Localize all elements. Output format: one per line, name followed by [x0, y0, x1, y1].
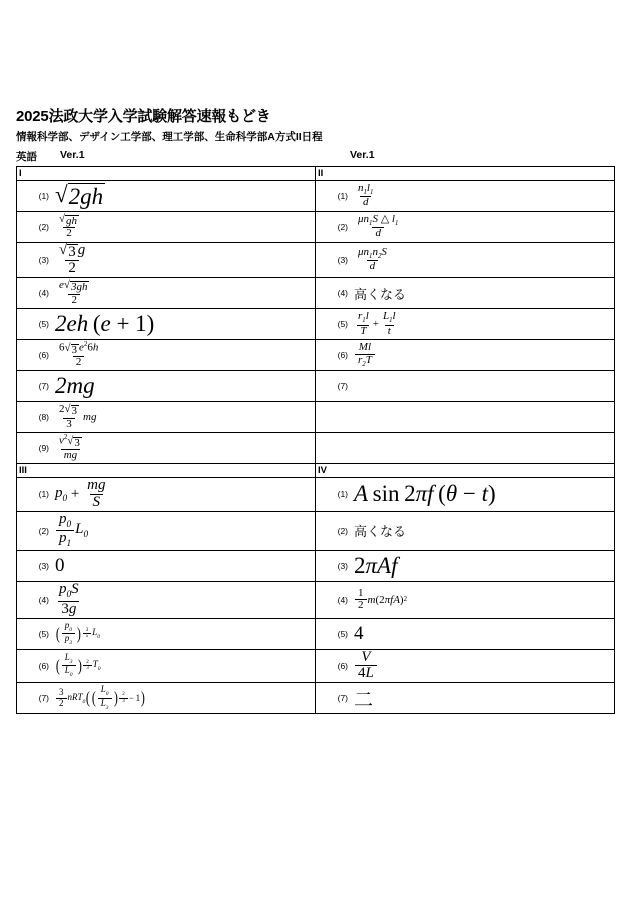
- answer-content: $\frac{\mu n_1S \triangle l_1}{d}$: [358, 212, 399, 240]
- row-number: (2): [38, 525, 49, 536]
- answer-cell-II-2: [316, 211, 615, 242]
- table-row: [17, 582, 615, 619]
- answer-cell-IV-2: [316, 511, 615, 551]
- answer-cell-I-5: [17, 309, 316, 340]
- answer-content: ( $\frac{p_0}{p_3}$ ) $\frac{3}{5}$ $L_0$: [55, 619, 101, 646]
- answer-cell-I-2: [17, 211, 316, 242]
- table-row: [17, 511, 615, 551]
- answer-cell-II-blank-2: [316, 433, 615, 464]
- answer-content: $p_0$ + $\frac{mg}{S}$: [55, 477, 106, 510]
- row-number: (7): [337, 381, 348, 392]
- row-number: (8): [38, 412, 49, 423]
- row-number: (1): [337, 489, 348, 500]
- answer-content: $\frac{\mu n_1n_2S}{d}$: [358, 245, 387, 273]
- answer-content: $\frac{V}{4L}$: [354, 650, 614, 683]
- answer-content: √ gh 2: [59, 212, 78, 240]
- answer-cell-IV-4: [316, 582, 615, 619]
- answer-cell-I-7: [17, 371, 316, 402]
- row-number: (5): [337, 628, 348, 639]
- meta-row: [16, 149, 614, 164]
- row-number: (1): [337, 190, 348, 201]
- section-heading-1: I: [17, 166, 316, 180]
- answer-content: √ 3 g 2: [59, 241, 86, 277]
- table-row: [17, 211, 615, 242]
- row-number: (3): [337, 561, 348, 572]
- answer-cell-IV-5: [316, 618, 615, 649]
- answer-table-lower: [16, 463, 615, 714]
- answer-cell-III-5: [17, 618, 316, 649]
- row-number: (3): [38, 254, 49, 265]
- answer-cell-II-7: [316, 371, 615, 402]
- table-row: [17, 618, 615, 649]
- table-row: [17, 683, 615, 714]
- answer-cell-III-7: [17, 683, 316, 714]
- table-row: [17, 180, 615, 211]
- version-left: Ver.1: [60, 148, 85, 161]
- page-title: 2025法政大学入学試験解答速報もどき: [16, 108, 271, 125]
- answer-table-upper: [16, 166, 615, 465]
- answer-content: e √ 3gh 2: [59, 279, 88, 306]
- answer-cell-III-3: [17, 551, 316, 582]
- answer-cell-II-4: [316, 278, 615, 309]
- answer-content: √ 2gh: [55, 181, 104, 209]
- answer-cell-I-6: [17, 340, 316, 371]
- answer-cell-III-1: [17, 478, 316, 512]
- answer-content: 2mg: [55, 373, 95, 399]
- answer-cell-III-6: [17, 649, 316, 683]
- row-number: (3): [337, 254, 348, 265]
- table-row: [17, 371, 615, 402]
- page-subtitle: 情報科学部、デザイン工学部、理工学部、生命科学部A方式II日程: [16, 131, 323, 143]
- answer-content: 2 √ 3 3 mg: [59, 403, 97, 430]
- answer-content: 高くなる: [354, 524, 407, 540]
- row-number: (4): [38, 288, 49, 299]
- table-row: [17, 433, 615, 464]
- row-number: (9): [38, 443, 49, 454]
- row-number: (3): [38, 561, 49, 572]
- section-heading-2: II: [316, 166, 615, 180]
- section-heading-3: III: [17, 464, 316, 478]
- answer-content: 4: [354, 622, 364, 644]
- answer-cell-I-8: [17, 402, 316, 433]
- row-number: (5): [38, 628, 49, 639]
- answer-cell-II-1: [316, 180, 615, 211]
- row-number: (6): [337, 660, 348, 671]
- answer-sheet-page: [16, 108, 614, 714]
- row-number: (6): [38, 660, 49, 671]
- answer-cell-IV-1: [316, 478, 615, 512]
- table-row: [17, 309, 615, 340]
- answer-content: 0: [55, 555, 65, 577]
- answer-content: 2eh ( e + 1): [55, 311, 155, 337]
- answer-content: 二: [354, 689, 374, 711]
- answer-cell-III-4: [17, 582, 316, 619]
- table-row: [17, 402, 615, 433]
- table-row: [17, 551, 615, 582]
- row-number: (7): [38, 381, 49, 392]
- answer-content: 高くなる: [354, 286, 407, 302]
- section-heading-4: IV: [316, 464, 615, 478]
- table-row: [17, 278, 615, 309]
- row-number: (4): [38, 594, 49, 605]
- answer-cell-II-blank-1: [316, 402, 615, 433]
- answer-content: 6 √ 3 $e^26h$ 2: [59, 341, 99, 369]
- answer-content: $\frac{Ml}{r_2T}$: [354, 342, 614, 368]
- answer-content: $v^2$ √ 3 mg: [59, 434, 80, 462]
- row-number: (7): [337, 693, 348, 704]
- row-number: (2): [337, 525, 348, 536]
- answer-content: $\frac{3}{2}$ nRT$_0$ ( ( $\frac{L_0}{L_3}$ ) $\frac{2}{3}$ − 1 ): [55, 685, 315, 711]
- table-row: [17, 242, 615, 278]
- version-right: Ver.1: [350, 148, 375, 161]
- answer-cell-I-9: [17, 433, 316, 464]
- answer-cell-II-5: [316, 309, 615, 340]
- row-number: (4): [337, 594, 348, 605]
- row-number: (6): [38, 350, 49, 361]
- answer-cell-II-6: [316, 340, 615, 371]
- answer-content: $\frac{p_0S}{3g}$: [59, 581, 79, 617]
- answer-cell-I-1: [17, 180, 316, 211]
- answer-cell-IV-3: [316, 551, 615, 582]
- subject-label: 英語: [16, 150, 37, 163]
- answer-content: A sin 2 πf ( θ − t ): [354, 481, 496, 507]
- answer-cell-IV-6: [316, 649, 615, 683]
- answer-cell-I-3: [17, 242, 316, 278]
- answer-cell-II-3: [316, 242, 615, 278]
- row-number: (2): [337, 221, 348, 232]
- table-row: [17, 478, 615, 512]
- answer-content: $\frac{n_1l_1}{d}$: [358, 181, 374, 209]
- row-number: (4): [337, 288, 348, 299]
- row-number: (1): [38, 190, 49, 201]
- table-row: [17, 340, 615, 371]
- row-number: (5): [337, 319, 348, 330]
- answer-cell-III-2: [17, 511, 316, 551]
- answer-content: ( $\frac{L_3}{L_0}$ ) $\frac{2}{3}$ $T_0$: [55, 651, 101, 679]
- row-number: (6): [337, 350, 348, 361]
- row-number: (5): [38, 319, 49, 330]
- answer-content: 2 πAf: [354, 553, 398, 579]
- answer-content: $\frac{r_1l}{T}$ + $\frac{L_1l}{t}$: [358, 310, 396, 337]
- answer-cell-I-4: [17, 278, 316, 309]
- answer-content: $\frac{1}{2}$ m (2 πfA ) 2: [354, 588, 614, 612]
- answer-content: $\frac{p_0}{p_1}$ $L_0$: [55, 512, 315, 551]
- row-number: (2): [38, 221, 49, 232]
- answer-cell-IV-7: [316, 683, 615, 714]
- row-number: (1): [38, 489, 49, 500]
- row-number: (7): [38, 693, 49, 704]
- table-row: [17, 649, 615, 683]
